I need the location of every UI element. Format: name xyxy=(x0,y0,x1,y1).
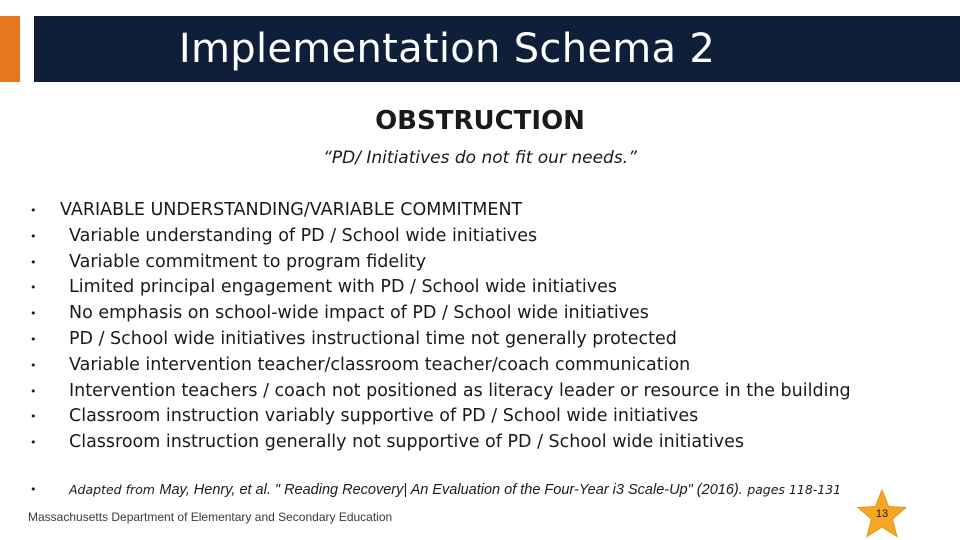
bullet-item xyxy=(0,430,960,456)
bullet-text: No emphasis on school-wide impact of PD / School wide initiatives xyxy=(69,303,649,324)
bullet-list xyxy=(0,198,960,456)
page-number-badge xyxy=(856,488,908,540)
bullet-text: Limited principal engagement with PD / School wide initiatives xyxy=(69,277,617,298)
bullet-dot: • xyxy=(30,281,37,295)
footer-text: Massachusetts Department of Elementary and Secondary Education xyxy=(28,510,393,524)
reference-text xyxy=(69,478,841,502)
bullet-dot: • xyxy=(30,307,37,321)
bullet-dot: • xyxy=(30,204,37,217)
bullet-item xyxy=(0,353,960,379)
bullet-item xyxy=(0,404,960,430)
bullet-item xyxy=(0,250,960,276)
bullet-dot: • xyxy=(30,332,37,346)
reference-line xyxy=(0,478,960,502)
slide-quote: “PD/ Initiatives do not fit our needs.” xyxy=(323,148,637,168)
bullet-dot: • xyxy=(30,358,37,372)
bullet-dot: • xyxy=(30,255,37,269)
bullet-text: Classroom instruction generally not supportive of PD / School wide initiatives xyxy=(69,432,745,453)
bullet-item xyxy=(0,301,960,327)
bullet-item xyxy=(0,198,960,224)
accent-bar xyxy=(0,16,20,82)
bullet-text: Intervention teachers / coach not positioned as literacy leader or resource in the building xyxy=(69,380,851,401)
bullet-text: Variable intervention teacher/classroom teacher/coach communication xyxy=(69,354,691,375)
bullet-dot: • xyxy=(30,384,37,398)
bullet-dot: • xyxy=(30,483,37,496)
bullet-item xyxy=(0,275,960,301)
slide-subtitle: OBSTRUCTION xyxy=(375,106,585,136)
bullet-text: VARIABLE UNDERSTANDING/VARIABLE COMMITMENT xyxy=(60,200,523,220)
bullet-item xyxy=(0,327,960,353)
bullet-item xyxy=(0,379,960,405)
reference-pages: pages 118-131 xyxy=(747,482,842,497)
bullet-dot: • xyxy=(30,229,37,243)
bullet-text: Variable understanding of PD / School wide initiatives xyxy=(69,225,538,246)
bullet-dot: • xyxy=(30,410,37,424)
bullet-text: Classroom instruction variably supportive of PD / School wide initiatives xyxy=(69,406,699,427)
bullet-text: Variable commitment to program fidelity xyxy=(69,251,427,272)
bullet-text: PD / School wide initiatives instructional time not generally protected xyxy=(69,328,677,349)
bullet-item xyxy=(0,224,960,250)
slide-title: Implementation Schema 2 xyxy=(178,26,716,72)
reference-prefix: Adapted from xyxy=(69,482,155,497)
reference-citation: May, Henry, et al. " Reading Recovery| An Evaluation of the Four-Year i3 Scale-Up" (2016). xyxy=(159,482,743,498)
page-number: 13 xyxy=(875,508,889,520)
bullet-dot: • xyxy=(30,436,37,450)
title-bar xyxy=(34,16,960,82)
